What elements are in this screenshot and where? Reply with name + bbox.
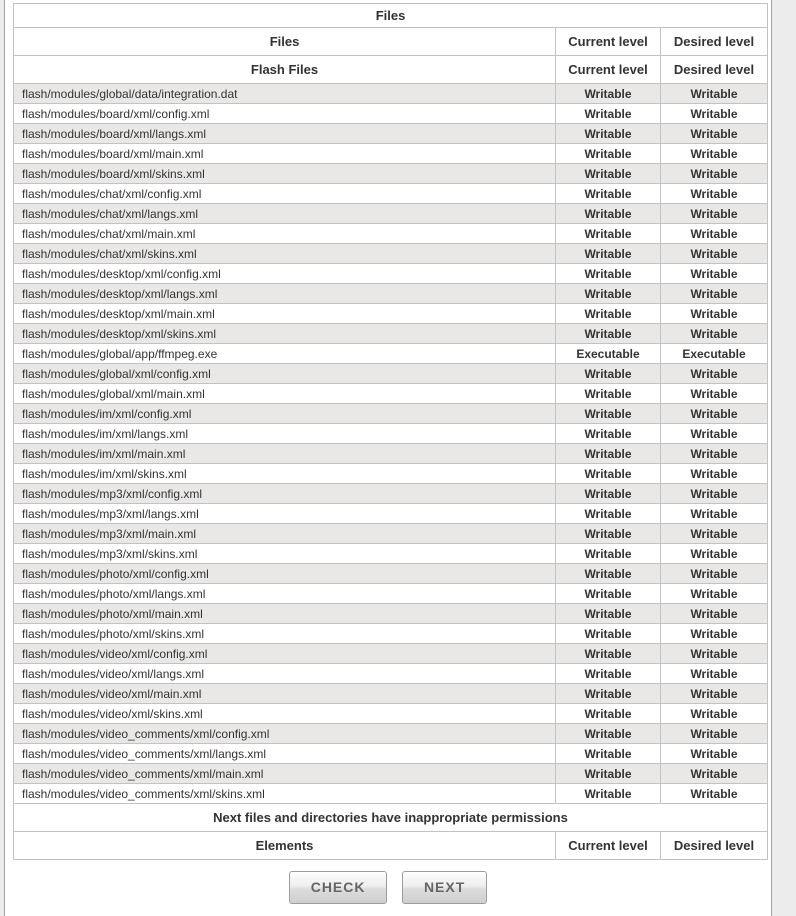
file-path: flash/modules/video/xml/skins.xml xyxy=(14,704,556,724)
table-row xyxy=(14,704,768,724)
desired-level-value: Writable xyxy=(661,724,768,744)
table-row xyxy=(14,204,768,224)
desired-level-value: Writable xyxy=(661,444,768,464)
desired-level-value: Writable xyxy=(661,184,768,204)
table-row xyxy=(14,484,768,504)
table-row xyxy=(14,564,768,584)
file-path: flash/modules/board/xml/skins.xml xyxy=(14,164,556,184)
desired-level-value: Writable xyxy=(661,784,768,804)
desired-level-value: Writable xyxy=(661,684,768,704)
current-level-value: Writable xyxy=(556,284,661,304)
current-level-value: Writable xyxy=(556,404,661,424)
current-level-value: Writable xyxy=(556,384,661,404)
table-title-row xyxy=(14,4,768,28)
table-row xyxy=(14,544,768,564)
file-path: flash/modules/board/xml/langs.xml xyxy=(14,124,556,144)
current-level-value: Writable xyxy=(556,604,661,624)
table-row xyxy=(14,504,768,524)
desired-level-value: Writable xyxy=(661,504,768,524)
table-row xyxy=(14,444,768,464)
table-row xyxy=(14,664,768,684)
file-path: flash/modules/desktop/xml/skins.xml xyxy=(14,324,556,344)
table-row xyxy=(14,144,768,164)
file-path: flash/modules/global/app/ffmpeg.exe xyxy=(14,344,556,364)
current-level-value: Writable xyxy=(556,104,661,124)
file-path: flash/modules/video/xml/langs.xml xyxy=(14,664,556,684)
elements-header-current-level: Current level xyxy=(556,832,661,860)
check-button[interactable]: CHECK xyxy=(289,871,388,904)
desired-level-value: Writable xyxy=(661,524,768,544)
file-path: flash/modules/photo/xml/config.xml xyxy=(14,564,556,584)
current-level-value: Writable xyxy=(556,444,661,464)
table-row xyxy=(14,124,768,144)
desired-level-value: Writable xyxy=(661,244,768,264)
file-path: flash/modules/mp3/xml/main.xml xyxy=(14,524,556,544)
file-path: flash/modules/video_comments/xml/skins.xml xyxy=(14,784,556,804)
table-row xyxy=(14,404,768,424)
current-level-value: Writable xyxy=(556,744,661,764)
column-header-row xyxy=(14,28,768,56)
desired-level-value: Writable xyxy=(661,584,768,604)
current-level-value: Writable xyxy=(556,644,661,664)
desired-level-value: Writable xyxy=(661,324,768,344)
file-path: flash/modules/global/xml/main.xml xyxy=(14,384,556,404)
desired-level-value: Writable xyxy=(661,644,768,664)
current-level-value: Writable xyxy=(556,544,661,564)
current-level-value: Writable xyxy=(556,184,661,204)
file-path: flash/modules/board/xml/main.xml xyxy=(14,144,556,164)
table-row xyxy=(14,364,768,384)
current-level-value: Writable xyxy=(556,124,661,144)
desired-level-value: Writable xyxy=(661,204,768,224)
section-header-desired-level: Desired level xyxy=(661,56,768,84)
table-row xyxy=(14,684,768,704)
current-level-value: Writable xyxy=(556,504,661,524)
desired-level-value: Writable xyxy=(661,484,768,504)
inappropriate-permissions-note-row xyxy=(14,804,768,832)
table-row xyxy=(14,344,768,364)
table-row xyxy=(14,324,768,344)
section-header-row xyxy=(14,56,768,84)
file-path: flash/modules/im/xml/skins.xml xyxy=(14,464,556,484)
current-level-value: Writable xyxy=(556,224,661,244)
desired-level-value: Writable xyxy=(661,304,768,324)
file-path: flash/modules/im/xml/langs.xml xyxy=(14,424,556,444)
file-path: flash/modules/video/xml/main.xml xyxy=(14,684,556,704)
table-row xyxy=(14,304,768,324)
desired-level-value: Writable xyxy=(661,364,768,384)
desired-level-value: Writable xyxy=(661,664,768,684)
table-row xyxy=(14,584,768,604)
current-level-value: Writable xyxy=(556,244,661,264)
file-path: flash/modules/mp3/xml/config.xml xyxy=(14,484,556,504)
current-level-value: Writable xyxy=(556,144,661,164)
file-path: flash/modules/desktop/xml/main.xml xyxy=(14,304,556,324)
table-title: Files xyxy=(14,4,768,28)
current-level-value: Writable xyxy=(556,324,661,344)
elements-header-row xyxy=(14,832,768,860)
current-level-value: Writable xyxy=(556,464,661,484)
current-level-value: Writable xyxy=(556,624,661,644)
desired-level-value: Writable xyxy=(661,144,768,164)
file-rows xyxy=(14,84,768,804)
file-path: flash/modules/chat/xml/langs.xml xyxy=(14,204,556,224)
table-row xyxy=(14,244,768,264)
desired-level-value: Writable xyxy=(661,284,768,304)
table-row xyxy=(14,464,768,484)
table-row xyxy=(14,264,768,284)
desired-level-value: Writable xyxy=(661,704,768,724)
desired-level-value: Writable xyxy=(661,604,768,624)
table-row xyxy=(14,284,768,304)
file-path: flash/modules/photo/xml/langs.xml xyxy=(14,584,556,604)
desired-level-value: Writable xyxy=(661,464,768,484)
file-path: flash/modules/desktop/xml/langs.xml xyxy=(14,284,556,304)
file-path: flash/modules/video_comments/xml/main.xml xyxy=(14,764,556,784)
current-level-value: Writable xyxy=(556,484,661,504)
desired-level-value: Writable xyxy=(661,124,768,144)
column-header-files: Files xyxy=(14,28,556,56)
current-level-value: Writable xyxy=(556,164,661,184)
action-buttons xyxy=(5,871,771,904)
current-level-value: Writable xyxy=(556,584,661,604)
desired-level-value: Executable xyxy=(661,344,768,364)
file-path: flash/modules/video_comments/xml/langs.xml xyxy=(14,744,556,764)
current-level-value: Writable xyxy=(556,784,661,804)
file-path: flash/modules/board/xml/config.xml xyxy=(14,104,556,124)
current-level-value: Writable xyxy=(556,764,661,784)
desired-level-value: Writable xyxy=(661,744,768,764)
current-level-value: Executable xyxy=(556,344,661,364)
current-level-value: Writable xyxy=(556,524,661,544)
current-level-value: Writable xyxy=(556,424,661,444)
inappropriate-permissions-note: Next files and directories have inappropriate permissions xyxy=(14,804,768,832)
file-path: flash/modules/im/xml/config.xml xyxy=(14,404,556,424)
table-row xyxy=(14,184,768,204)
column-header-current-level: Current level xyxy=(556,28,661,56)
table-row xyxy=(14,84,768,104)
desired-level-value: Writable xyxy=(661,544,768,564)
table-row xyxy=(14,784,768,804)
file-path: flash/modules/photo/xml/main.xml xyxy=(14,604,556,624)
table-row xyxy=(14,424,768,444)
table-row xyxy=(14,644,768,664)
table-row xyxy=(14,604,768,624)
content-panel xyxy=(4,0,772,916)
file-path: flash/modules/video/xml/config.xml xyxy=(14,644,556,664)
current-level-value: Writable xyxy=(556,724,661,744)
file-path: flash/modules/chat/xml/config.xml xyxy=(14,184,556,204)
file-path: flash/modules/chat/xml/main.xml xyxy=(14,224,556,244)
desired-level-value: Writable xyxy=(661,104,768,124)
table-row xyxy=(14,224,768,244)
file-path: flash/modules/video_comments/xml/config.xml xyxy=(14,724,556,744)
current-level-value: Writable xyxy=(556,204,661,224)
current-level-value: Writable xyxy=(556,364,661,384)
table-row xyxy=(14,104,768,124)
file-path: flash/modules/photo/xml/skins.xml xyxy=(14,624,556,644)
current-level-value: Writable xyxy=(556,664,661,684)
files-permissions-table xyxy=(13,3,768,860)
table-row xyxy=(14,164,768,184)
current-level-value: Writable xyxy=(556,304,661,324)
desired-level-value: Writable xyxy=(661,764,768,784)
desired-level-value: Writable xyxy=(661,164,768,184)
file-path: flash/modules/mp3/xml/skins.xml xyxy=(14,544,556,564)
file-path: flash/modules/mp3/xml/langs.xml xyxy=(14,504,556,524)
file-path: flash/modules/chat/xml/skins.xml xyxy=(14,244,556,264)
desired-level-value: Writable xyxy=(661,264,768,284)
table-row xyxy=(14,524,768,544)
desired-level-value: Writable xyxy=(661,624,768,644)
file-path: flash/modules/global/data/integration.dat xyxy=(14,84,556,104)
table-row xyxy=(14,384,768,404)
table-row xyxy=(14,764,768,784)
current-level-value: Writable xyxy=(556,704,661,724)
file-path: flash/modules/global/xml/config.xml xyxy=(14,364,556,384)
elements-header-desired-level: Desired level xyxy=(661,832,768,860)
column-header-desired-level: Desired level xyxy=(661,28,768,56)
table-row xyxy=(14,624,768,644)
current-level-value: Writable xyxy=(556,684,661,704)
current-level-value: Writable xyxy=(556,84,661,104)
desired-level-value: Writable xyxy=(661,84,768,104)
section-header-current-level: Current level xyxy=(556,56,661,84)
desired-level-value: Writable xyxy=(661,404,768,424)
desired-level-value: Writable xyxy=(661,424,768,444)
next-button[interactable]: NEXT xyxy=(402,871,487,904)
file-path: flash/modules/desktop/xml/config.xml xyxy=(14,264,556,284)
table-row xyxy=(14,724,768,744)
file-path: flash/modules/im/xml/main.xml xyxy=(14,444,556,464)
section-header-flash-files: Flash Files xyxy=(14,56,556,84)
elements-header: Elements xyxy=(14,832,556,860)
table-row xyxy=(14,744,768,764)
desired-level-value: Writable xyxy=(661,224,768,244)
current-level-value: Writable xyxy=(556,564,661,584)
desired-level-value: Writable xyxy=(661,564,768,584)
current-level-value: Writable xyxy=(556,264,661,284)
desired-level-value: Writable xyxy=(661,384,768,404)
